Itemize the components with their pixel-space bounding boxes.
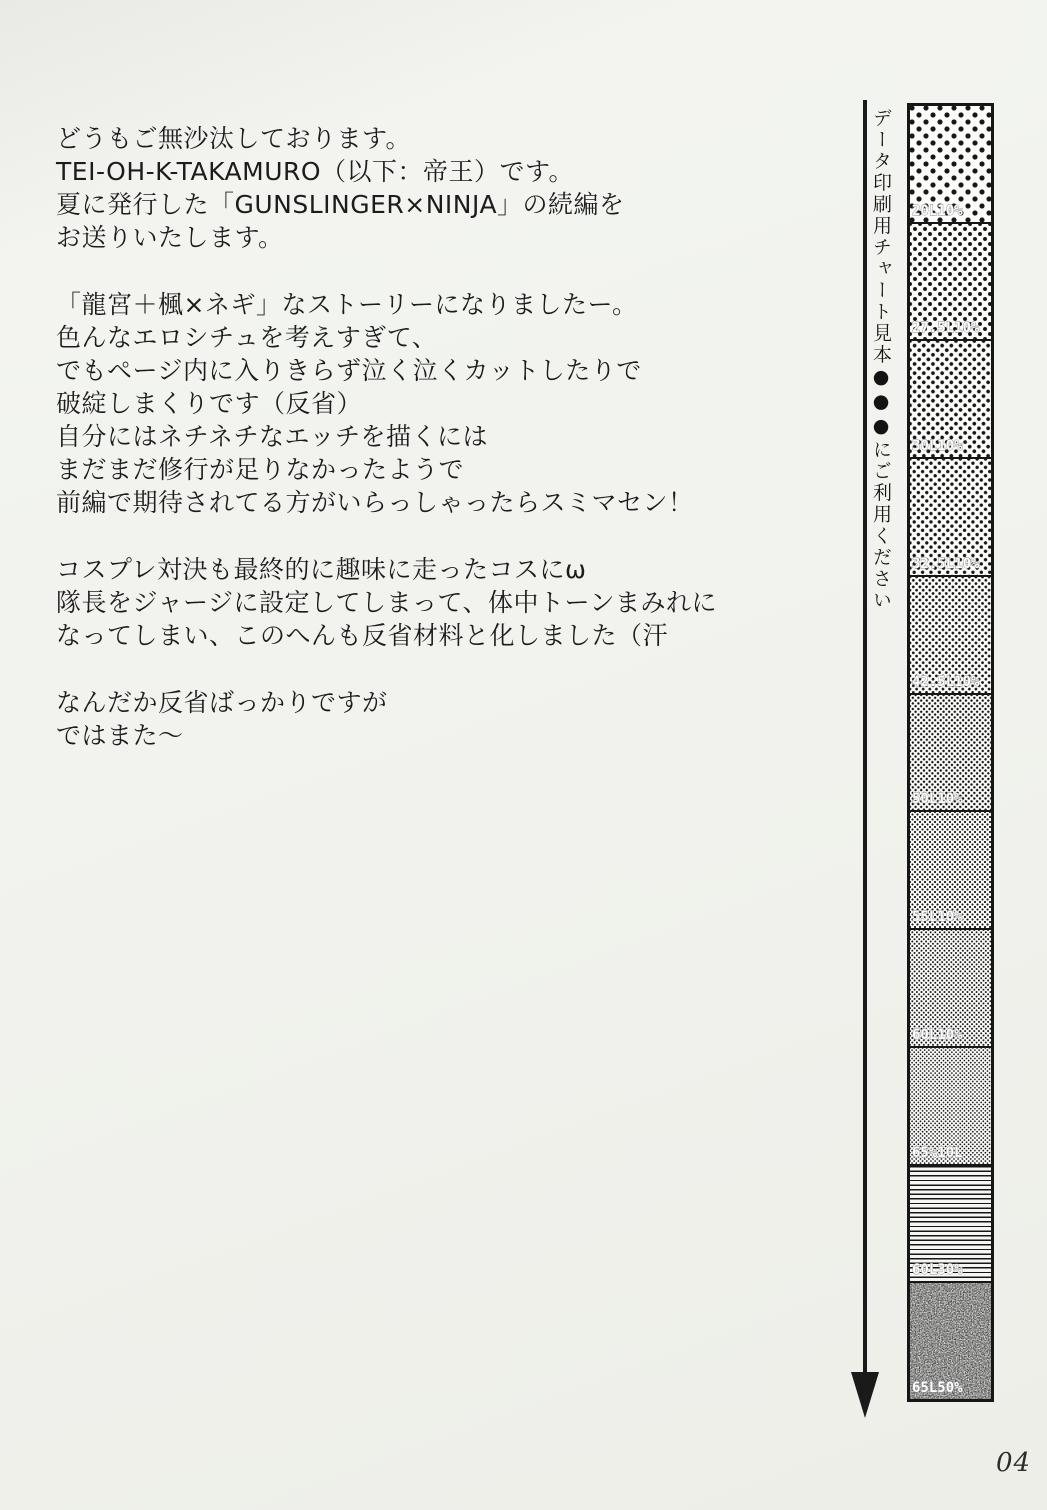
tone-swatch bbox=[910, 106, 991, 222]
afterword-line: 前編で期待されてる方がいらっしゃったらスミマセン！ bbox=[56, 488, 694, 517]
afterword-paragraph bbox=[56, 686, 836, 752]
tone-swatch bbox=[910, 1164, 991, 1282]
tone-swatch-label: 20L10% bbox=[912, 202, 963, 219]
afterword-line: ではまた〜 bbox=[56, 721, 184, 750]
afterword-line: 自分にはネチネチなエッチを描くには bbox=[56, 422, 489, 451]
tone-swatch bbox=[910, 693, 991, 811]
tone-chart-caption: データ印刷用チャート見本●●●にご利用ください bbox=[870, 108, 892, 612]
afterword-line: 隊長をジャージに設定してしまって、体中トーンまみれに bbox=[56, 588, 718, 617]
afterword-line: なんだか反省ばっかりですが bbox=[56, 688, 388, 717]
tone-swatch-label: 27.5L10% bbox=[912, 320, 980, 337]
afterword-paragraph bbox=[56, 288, 836, 519]
down-arrow-shaft bbox=[863, 100, 867, 1378]
tone-swatch-label: 42.5L10% bbox=[912, 673, 980, 690]
down-arrow-icon bbox=[851, 1372, 879, 1418]
tone-swatch-label: 60L30% bbox=[912, 1262, 963, 1279]
afterword-text bbox=[56, 122, 836, 786]
afterword-line: お送りいたします。 bbox=[56, 223, 284, 252]
tone-swatch-label: 60L10% bbox=[912, 1026, 963, 1043]
afterword-line: でもページ内に入りきらず泣く泣くカットしたりで bbox=[56, 356, 642, 385]
tone-swatch-label: 32.5L10% bbox=[912, 555, 980, 572]
afterword-line: 夏に発行した「GUNSLINGER×NINJA」の続編を bbox=[56, 190, 625, 219]
afterword-line: まだまだ修行が足りなかったようで bbox=[56, 455, 465, 484]
afterword-line: なってしまい、このへんも反省材料と化しました（汗 bbox=[56, 621, 669, 650]
tone-chart bbox=[907, 103, 994, 1402]
tone-swatch-label: 55L10% bbox=[912, 909, 963, 926]
tone-swatch bbox=[910, 457, 991, 575]
tone-swatch-label: 50L10% bbox=[912, 791, 963, 808]
afterword-line: 色んなエロシチュを考えすぎて、 bbox=[56, 323, 438, 352]
page-number: 04 bbox=[996, 1448, 1032, 1478]
afterword-line: 「龍宮＋楓×ネギ」なストーリーになりましたー。 bbox=[56, 290, 638, 319]
tone-swatch bbox=[910, 222, 991, 340]
tone-swatch-label: 65L50% bbox=[912, 1380, 963, 1397]
tone-swatch-label: 30L10% bbox=[912, 438, 963, 455]
tone-swatch bbox=[910, 575, 991, 693]
tone-swatch bbox=[910, 339, 991, 457]
afterword-paragraph bbox=[56, 553, 836, 652]
afterword-line: TEI-OH-K-TAKAMURO（以下：帝王）です。 bbox=[56, 157, 575, 186]
tone-swatch-label: 65%10L bbox=[912, 1144, 963, 1161]
tone-swatch bbox=[910, 1046, 991, 1164]
tone-swatch bbox=[910, 928, 991, 1046]
afterword-paragraph bbox=[56, 122, 836, 254]
afterword-line: 破綻しまくりです（反省） bbox=[56, 389, 363, 418]
tone-swatch bbox=[910, 810, 991, 928]
afterword-line: コスプレ対決も最終的に趣味に走ったコスにω bbox=[56, 555, 587, 584]
tone-swatch bbox=[910, 1281, 991, 1399]
afterword-line: どうもご無沙汰しております。 bbox=[56, 124, 412, 153]
